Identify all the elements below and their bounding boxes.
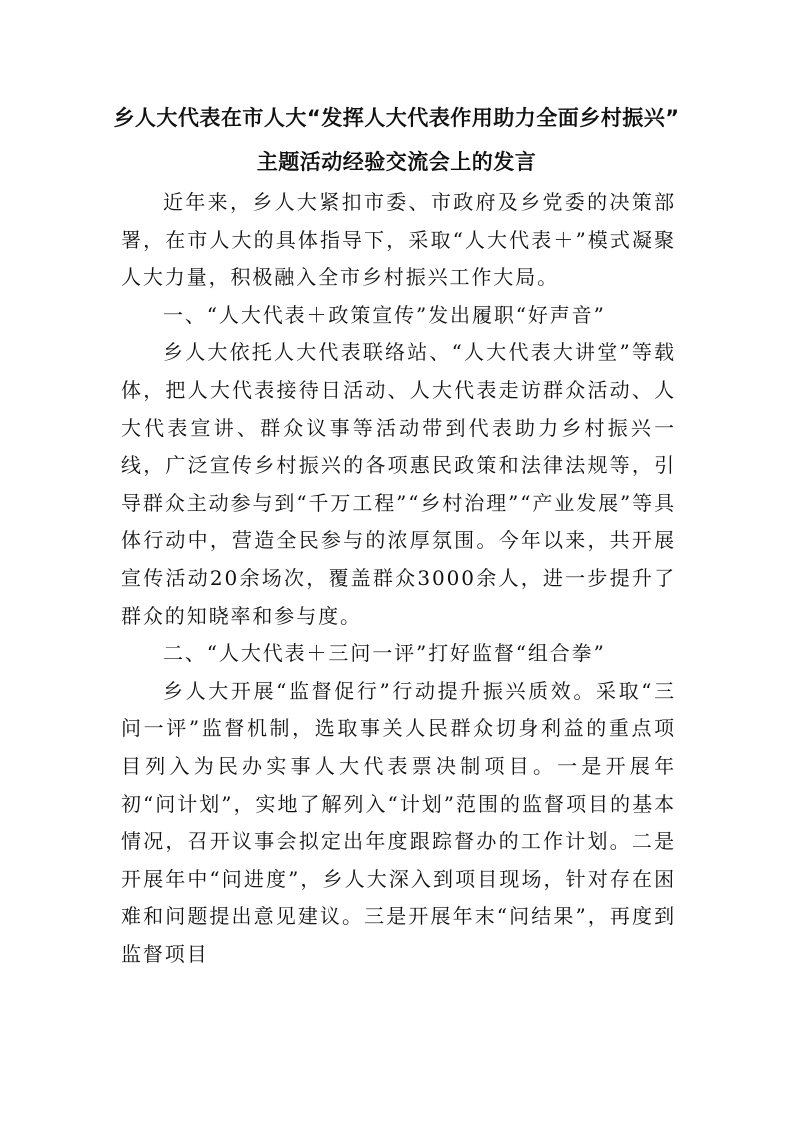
section-heading-1: 一、“人大代表＋政策宣传”发出履职“好声音”	[163, 302, 606, 327]
section-heading-2: 二、“人大代表＋三问一评”打好监督“组合拳”	[163, 641, 606, 666]
section-2-paragraph: 乡人大开展“监督促行”行动提升振兴质效。采取“三问一评”监督机制，选取事关人民群众切身利益的重点项目列入为民办实事人大代表票决制项目。一是开展年初“问计划”，实地了解列入“计划”范围的监督项目的基本情况，召开议事会拟定出年度跟踪督办的工作计划。二是开展年中“问进度”，乡人大深入到项目现场，针对存在困难和问题提出意见建议。三是开展年末“问结果”，再度到监督项目	[121, 678, 676, 966]
document-body	[121, 184, 676, 973]
document-title-line-2: 主题活动经验交流会上的发言	[256, 150, 537, 174]
intro-paragraph: 近年来，乡人大紧扣市委、市政府及乡党委的决策部署，在市人大的具体指导下，采取“人大代表＋”模式凝聚人大力量，积极融入全市乡村振兴工作大局。	[121, 190, 676, 290]
section-1-paragraph: 乡人大依托人大代表联络站、“人大代表大讲堂”等载体，把人大代表接待日活动、人大代表走访群众活动、人大代表宣讲、群众议事等活动带到代表助力乡村振兴一线，广泛宣传乡村振兴的各项惠民政策和法律法规等，引导群众主动参与到“千万工程”“乡村治理”“产业发展”等具体行动中，营造全民参与的浓厚氛围。今年以来，共开展宣传活动20余场次，覆盖群众3000余人，进一步提升了群众的知晓率和参与度。	[121, 340, 676, 628]
document-title-line-1: 乡人大代表在市人大“发挥人大代表作用助力全面乡村振兴”	[113, 106, 680, 130]
